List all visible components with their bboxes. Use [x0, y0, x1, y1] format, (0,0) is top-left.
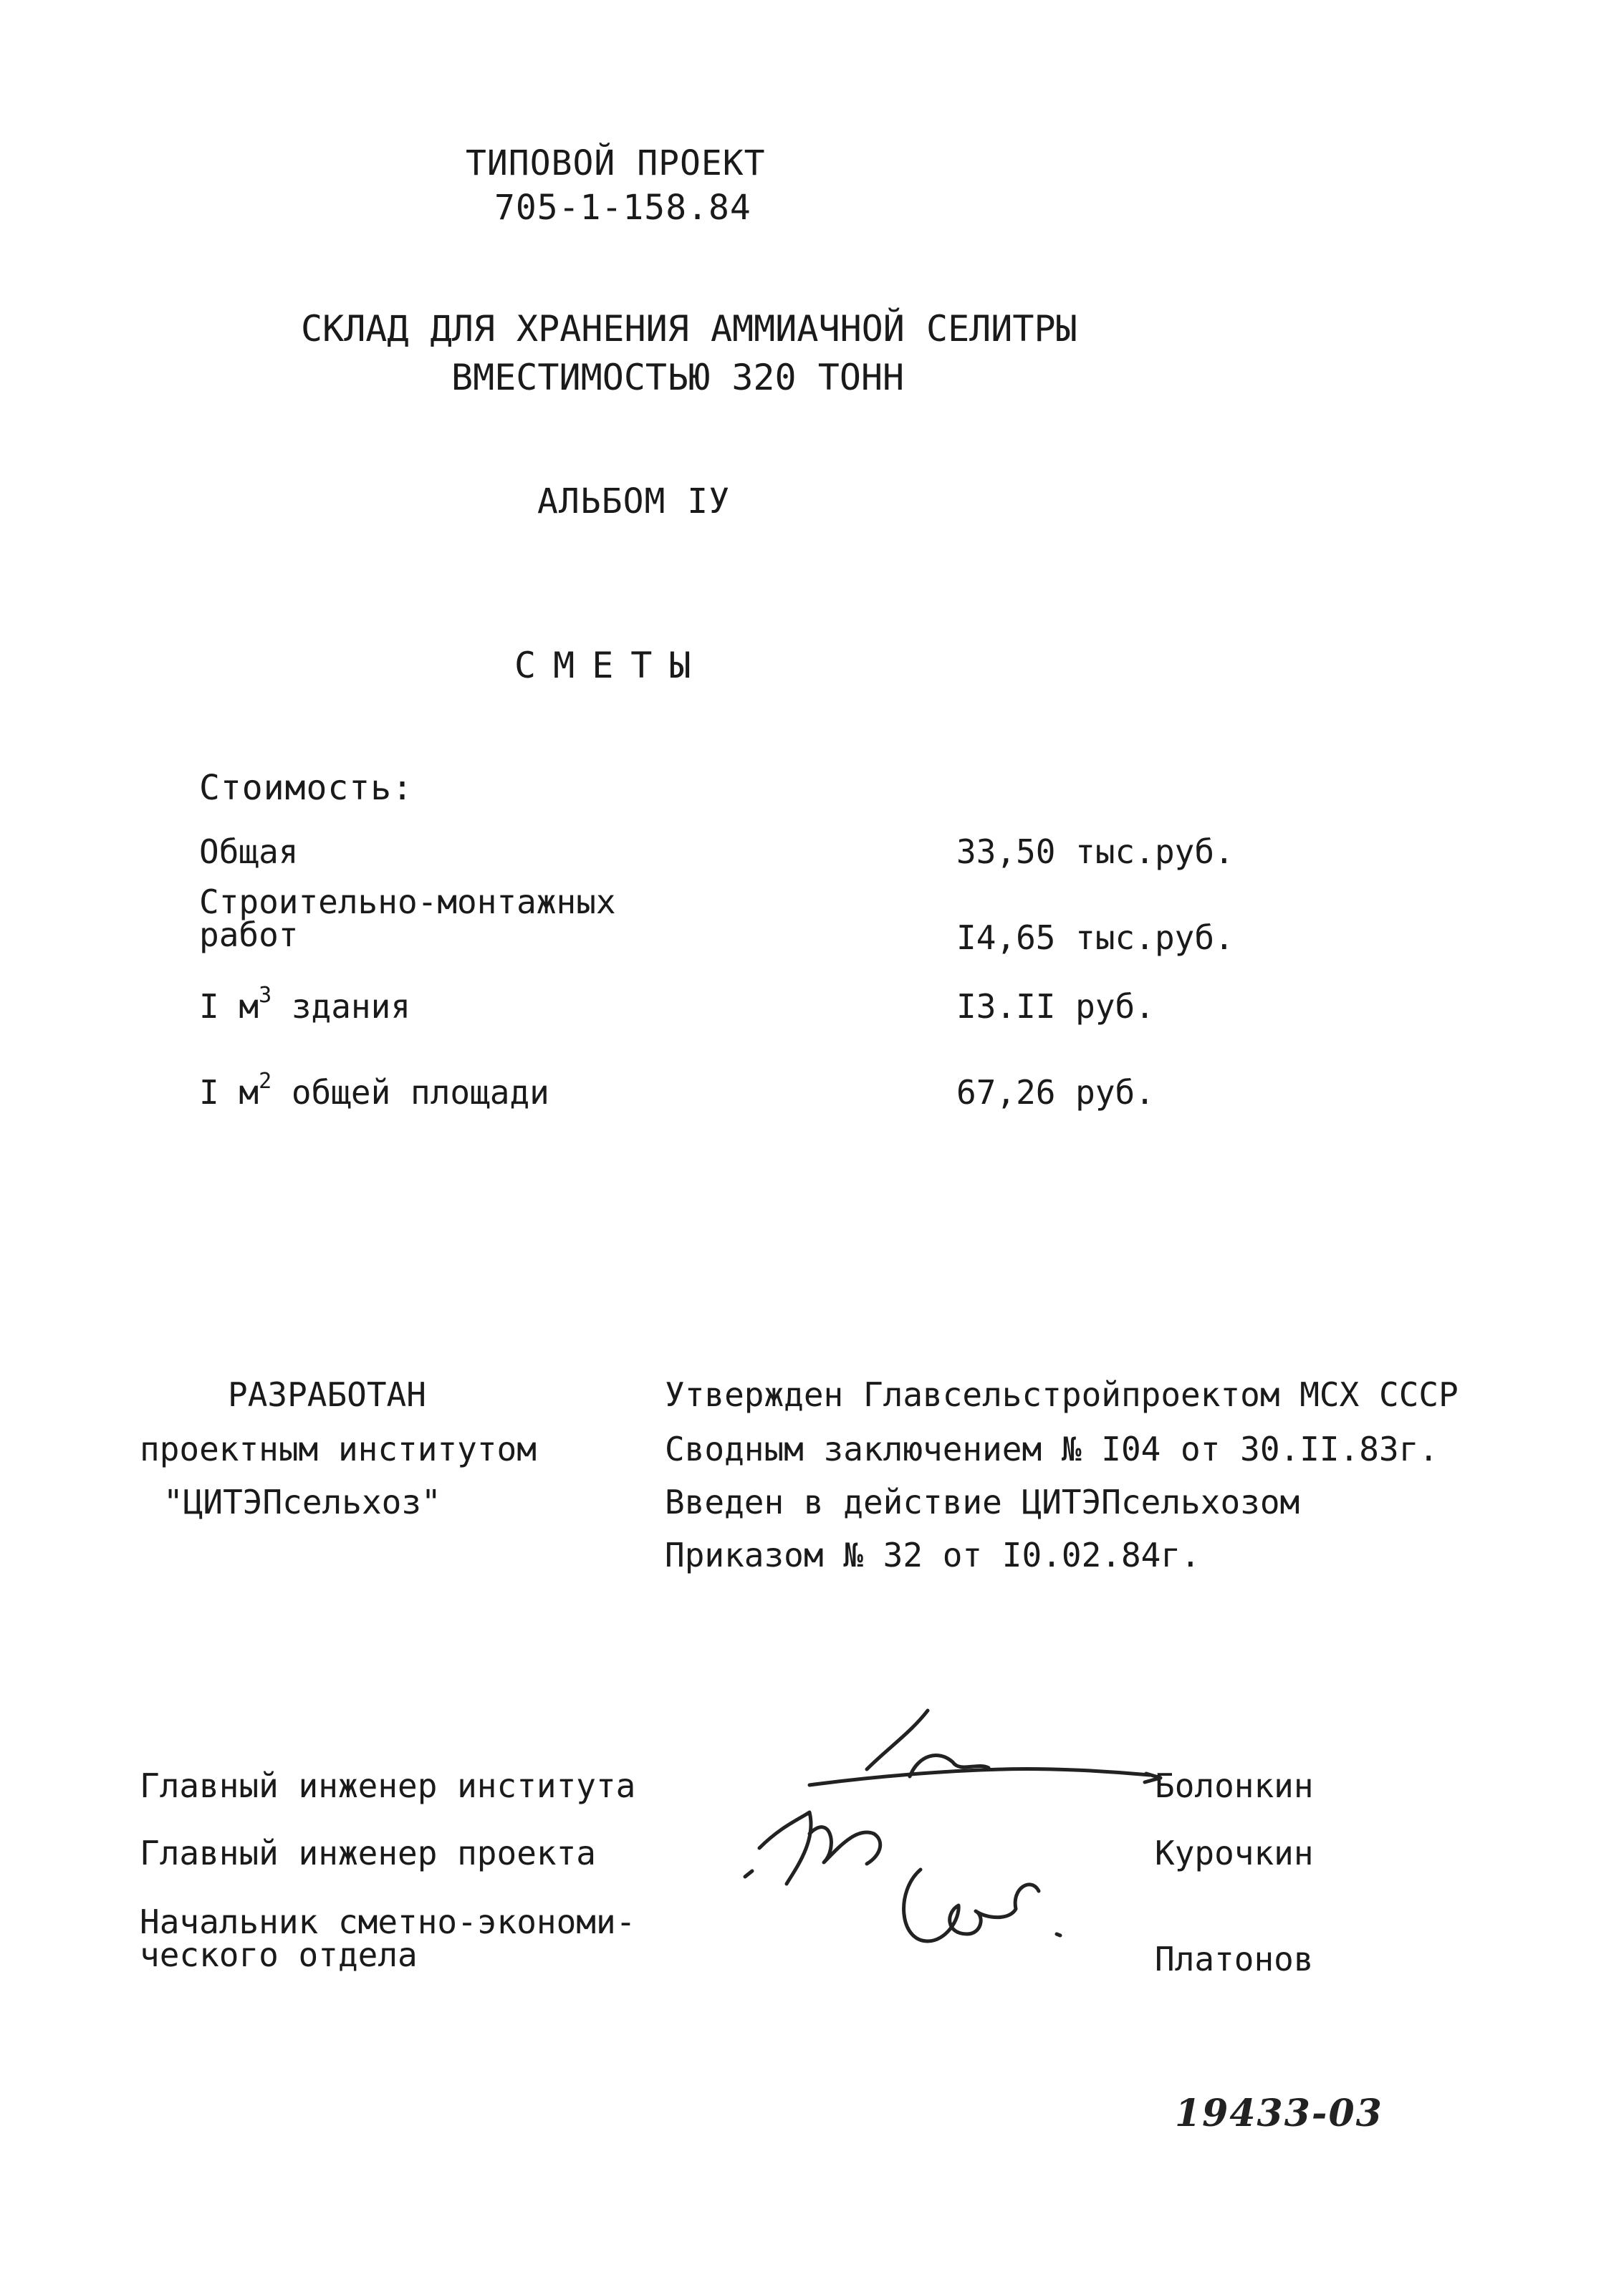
- project-number: 705-1-158.84: [494, 188, 751, 228]
- handwritten-signatures: [731, 1705, 1175, 2006]
- document-title-line1: СКЛАД ДЛЯ ХРАНЕНИЯ АММИАЧНОЙ СЕЛИТРЫ: [301, 308, 1077, 350]
- cost-per-m2-prefix: I м: [199, 1073, 259, 1112]
- cost-per-m2-suffix: общей площади: [272, 1073, 549, 1112]
- approved-line2: Сводным заключением № I04 от 30.II.83г.: [665, 1430, 1439, 1468]
- approved-line1: Утвержден Главсельстройпроектом МСХ СССР: [665, 1375, 1459, 1414]
- cost-per-m3-sup: 3: [259, 983, 272, 1008]
- cost-per-m3-value: I3.II руб.: [956, 987, 1155, 1026]
- signature-role-chief-engineer-project: Главный инженер проекта: [140, 1834, 596, 1872]
- approved-line4: Приказом № 32 от I0.02.84г.: [665, 1536, 1201, 1574]
- cost-per-m2-label: [199, 1069, 549, 1112]
- cost-construction-value: I4,65 тыс.руб.: [956, 918, 1234, 957]
- cost-per-m2-sup: 2: [259, 1069, 272, 1094]
- cost-per-m2-value: 67,26 руб.: [956, 1073, 1155, 1112]
- approved-line3: Введен в действие ЦИТЭПсельхозом: [665, 1483, 1300, 1521]
- signature-role-head-estimate-dept-line2: ческого отдела: [140, 1935, 418, 1974]
- cost-per-m3-prefix: I м: [199, 987, 259, 1026]
- signature-name-platonov: Платонов: [1155, 1940, 1314, 1978]
- cost-construction-label-line2: работ: [199, 915, 299, 954]
- project-type: ТИПОВОЙ ПРОЕКТ: [466, 143, 766, 183]
- cost-heading: Стоимость:: [199, 768, 413, 808]
- signature-bolonkin-stroke: [809, 1769, 1150, 1785]
- signature-role-head-estimate-dept: [140, 1903, 636, 1974]
- archive-number: 19433-03: [1175, 2092, 1383, 2135]
- signature-name-bolonkin: Болонкин: [1155, 1766, 1314, 1805]
- signature-role-chief-engineer-institute: Главный инженер института: [140, 1766, 636, 1805]
- developed-institute-line: проектным институтом: [140, 1430, 537, 1468]
- cost-total-label: Общая: [199, 832, 299, 871]
- cost-construction-label: [199, 882, 616, 954]
- cost-total-value: 33,50 тыс.руб.: [956, 832, 1234, 871]
- album-label: АЛЬБОМ IУ: [537, 481, 731, 521]
- signature-kurochkin-stroke: [759, 1812, 880, 1884]
- signature-platonov-stroke: [904, 1870, 1039, 1941]
- developed-heading: РАЗРАБОТАН: [228, 1375, 426, 1414]
- signature-bolonkin-flourish: [867, 1711, 989, 1776]
- cost-construction-label-line1: Строительно-монтажных: [199, 882, 616, 921]
- developed-institute-name: "ЦИТЭПсельхоз": [163, 1483, 441, 1521]
- section-title: СМЕТЫ: [514, 645, 708, 686]
- cost-per-m3-label: [199, 983, 411, 1026]
- document-title-line2: ВМЕСТИМОСТЬЮ 320 ТОНН: [451, 357, 905, 398]
- signature-role-head-estimate-dept-line1: Начальник сметно-экономи-: [140, 1903, 636, 1941]
- cost-per-m3-suffix: здания: [272, 987, 411, 1026]
- signature-name-kurochkin: Курочкин: [1155, 1834, 1314, 1872]
